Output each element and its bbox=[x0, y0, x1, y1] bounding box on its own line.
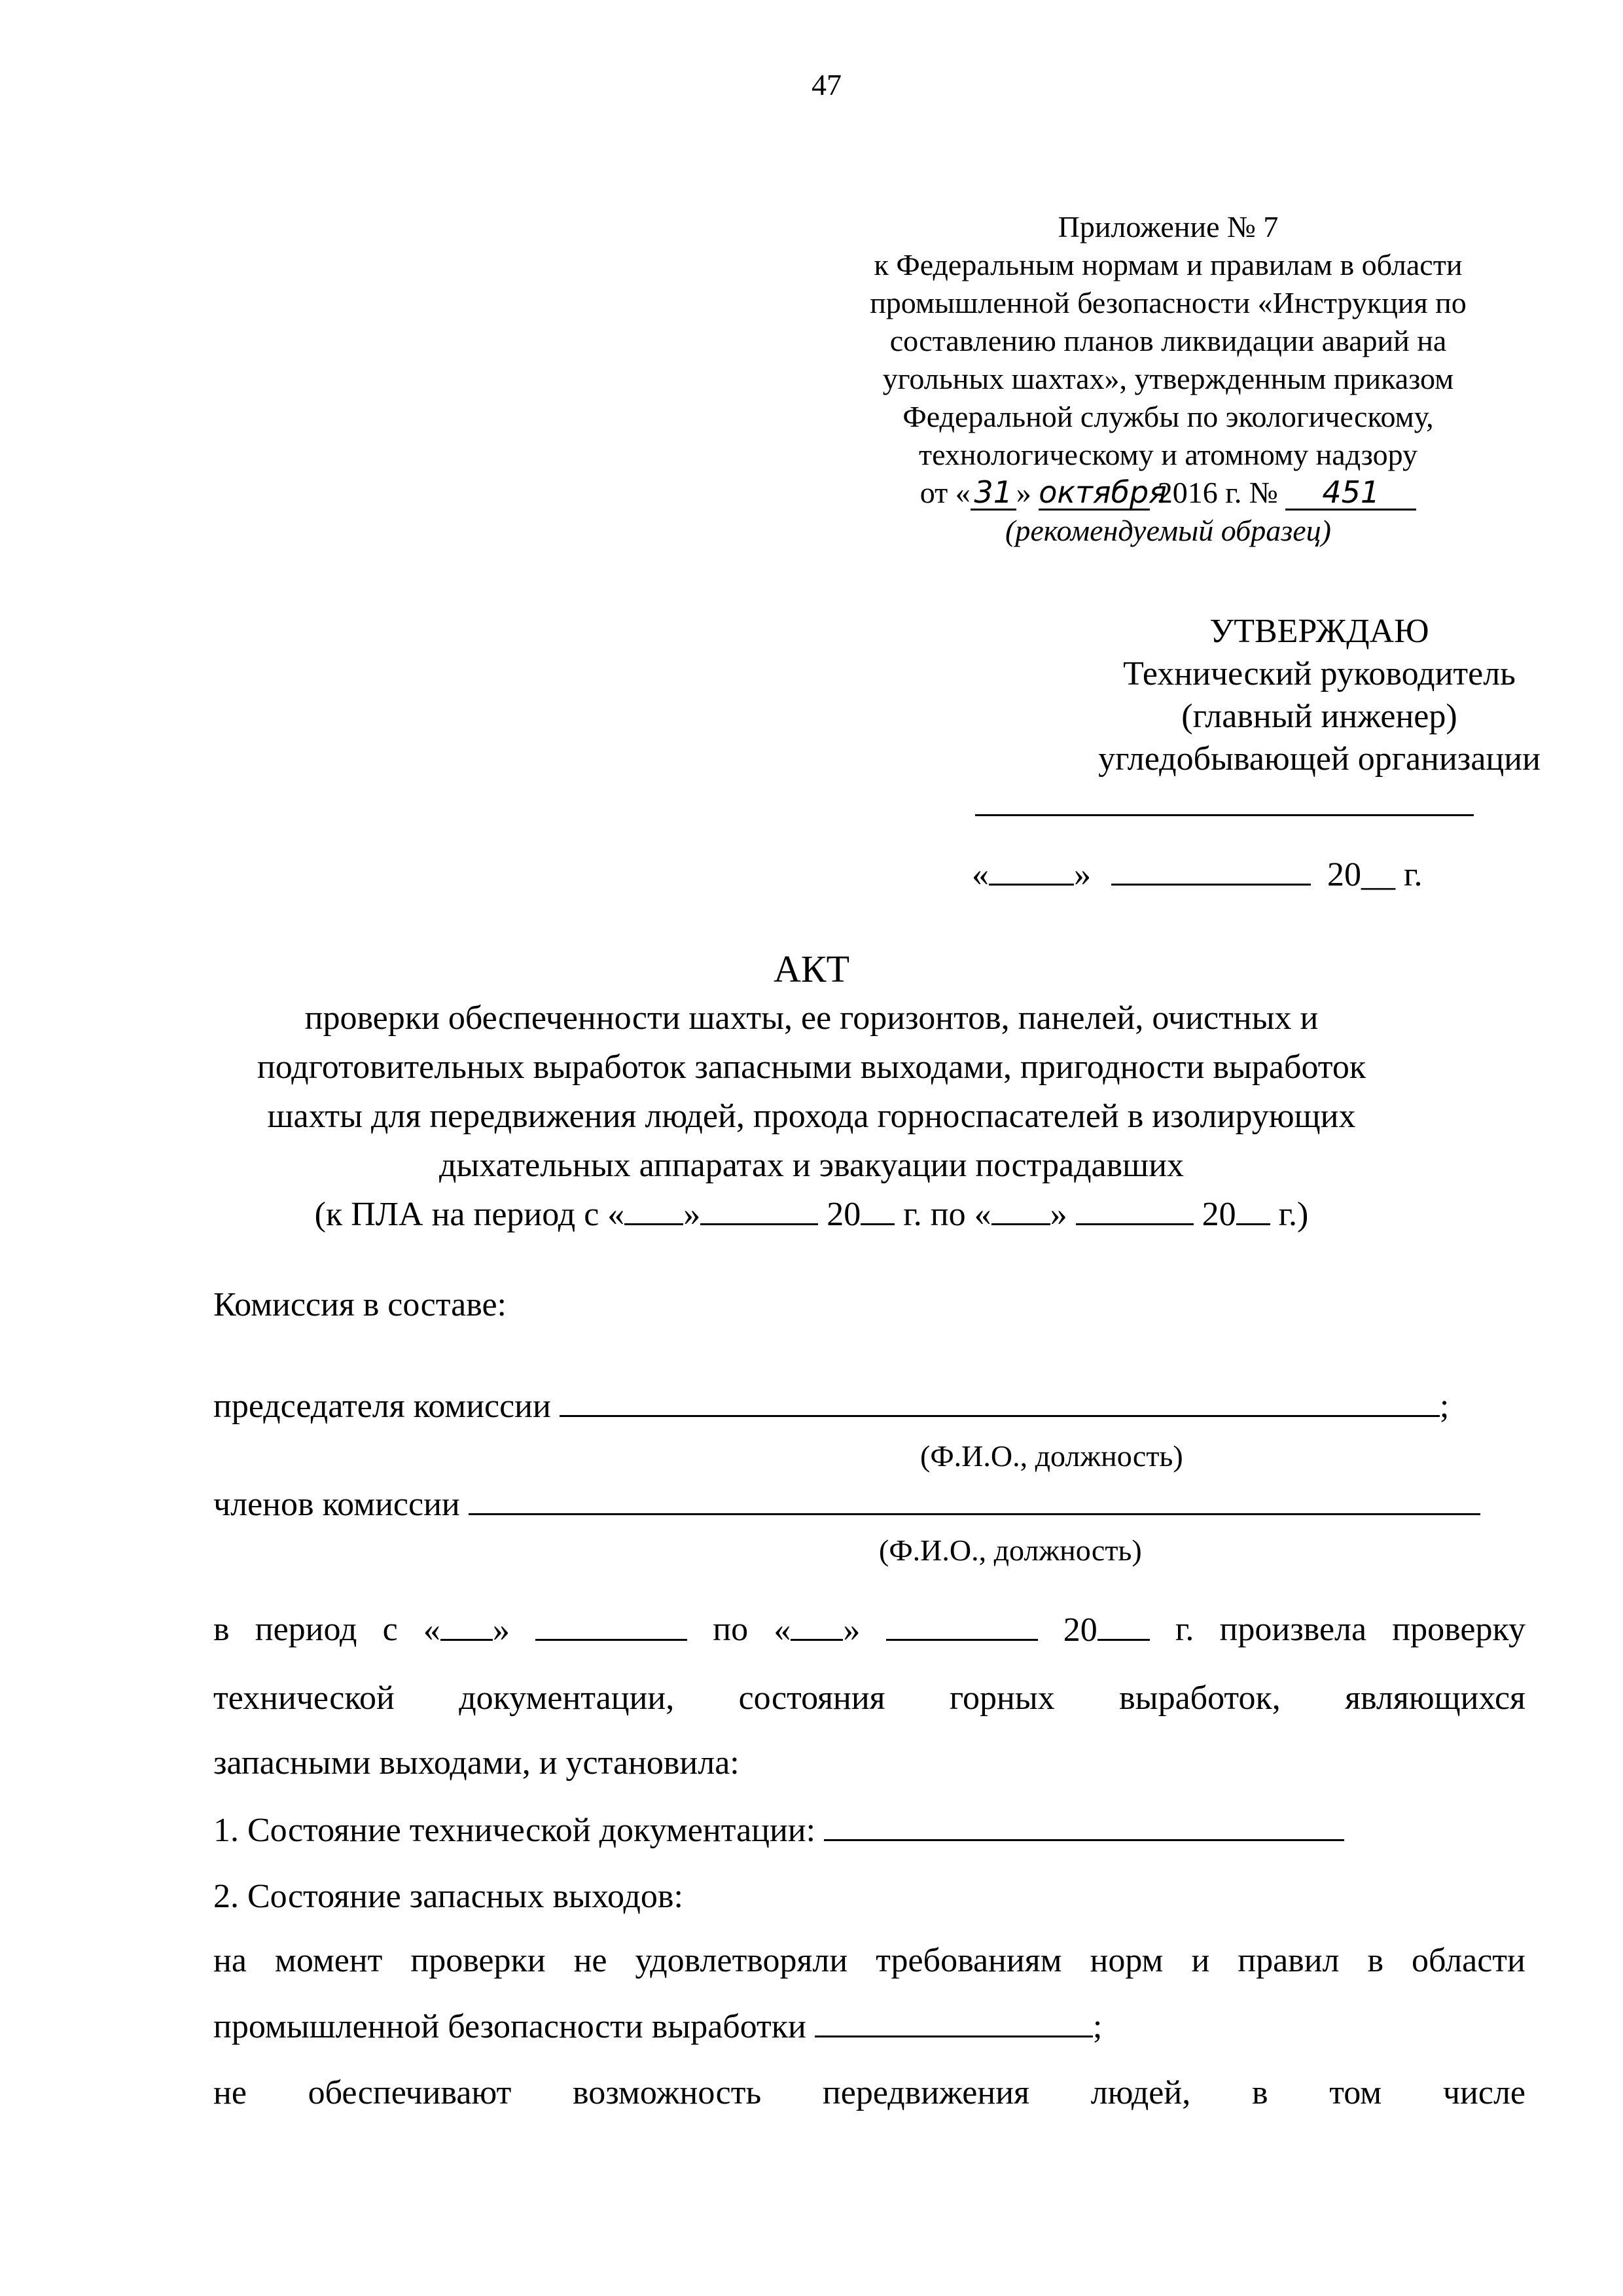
blank bbox=[535, 1610, 687, 1641]
blank bbox=[861, 1194, 895, 1225]
blank bbox=[1097, 1610, 1150, 1641]
act-title-block bbox=[0, 944, 1623, 1239]
chairman-line bbox=[213, 1386, 1449, 1426]
word: и bbox=[1191, 1942, 1210, 1979]
word: обеспечивают bbox=[308, 2074, 512, 2111]
blank bbox=[624, 1194, 683, 1225]
date-prefix: от « bbox=[919, 476, 971, 509]
item-1-line bbox=[213, 1810, 1344, 1850]
blank bbox=[700, 1194, 818, 1225]
word: документации, bbox=[459, 1679, 675, 1717]
word: состояния bbox=[738, 1679, 885, 1717]
word: 20 bbox=[1063, 1611, 1097, 1649]
chairman-blank bbox=[560, 1386, 1440, 1417]
signature-line bbox=[975, 814, 1474, 816]
approval-line: Технический руководитель bbox=[1123, 655, 1516, 692]
word: в bbox=[1367, 1942, 1384, 1979]
act-subtitle-line: дыхательных аппаратах и эвакуации пострадавших bbox=[438, 1147, 1185, 1184]
word: » bbox=[843, 1611, 861, 1649]
semicolon: ; bbox=[1092, 2008, 1103, 2045]
word: в bbox=[213, 1611, 230, 1648]
handwritten-day: 31 bbox=[971, 476, 1016, 511]
word: являющихся bbox=[1345, 1679, 1525, 1717]
findings-line-3: запасными выходами, и установила: bbox=[213, 1744, 740, 1782]
period-text: 20 bbox=[1202, 1196, 1236, 1233]
blank bbox=[886, 1610, 1038, 1641]
word: выработок, bbox=[1119, 1679, 1281, 1717]
semicolon: ; bbox=[1439, 1388, 1450, 1425]
members-blank bbox=[469, 1484, 1480, 1515]
findings-line-8 bbox=[213, 2073, 1525, 2112]
word: том bbox=[1329, 2074, 1382, 2111]
period-text: » bbox=[683, 1196, 701, 1233]
handwritten-month: октября bbox=[1039, 475, 1167, 510]
word: технической bbox=[213, 1679, 395, 1717]
act-subtitle-line: шахты для передвижения людей, прохода горноспасателей в изолирующих bbox=[267, 1098, 1356, 1135]
findings-line-6 bbox=[213, 1941, 1525, 1980]
act-period-line bbox=[0, 1190, 1623, 1239]
blank bbox=[991, 1194, 1050, 1225]
approval-line: угледобывающей организации bbox=[1098, 740, 1541, 778]
act-title: АКТ bbox=[774, 948, 849, 990]
members-line bbox=[213, 1484, 1480, 1524]
approval-date-line bbox=[972, 855, 1422, 894]
date-year: 2016 г. № bbox=[1157, 476, 1278, 509]
word: не bbox=[573, 1942, 607, 1979]
item-2-line: 2. Состояние запасных выходов: bbox=[213, 1878, 683, 1915]
approval-line: (главный инженер) bbox=[1181, 698, 1457, 735]
word: в bbox=[1251, 2074, 1268, 2111]
word: произвела bbox=[1219, 1611, 1367, 1648]
period-text: 20 bbox=[827, 1196, 861, 1233]
findings-line-7 bbox=[213, 2007, 1102, 2046]
blank bbox=[1076, 1194, 1194, 1225]
word: горных bbox=[949, 1679, 1055, 1717]
word: » bbox=[492, 1611, 510, 1649]
chairman-fio-note: (Ф.И.О., должность) bbox=[920, 1439, 1183, 1473]
members-label: членов комиссии bbox=[213, 1486, 460, 1523]
blank bbox=[791, 1610, 843, 1641]
appendix-line: технологическому и атомному надзору bbox=[919, 438, 1418, 471]
appendix-line: составлению планов ликвидации аварий на bbox=[889, 324, 1447, 357]
quote-close: » bbox=[1074, 856, 1091, 893]
approval-heading: УТВЕРЖДАЮ bbox=[1209, 613, 1429, 650]
word: удовлетворяли bbox=[635, 1942, 848, 1979]
word: передвижения bbox=[822, 2074, 1029, 2111]
line-7-blank bbox=[815, 2007, 1093, 2037]
line-7-text: промышленной безопасности выработки bbox=[213, 2008, 806, 2045]
approval-block bbox=[959, 610, 1623, 780]
members-fio-note: (Ф.И.О., должность) bbox=[879, 1534, 1142, 1567]
word: не bbox=[213, 2074, 247, 2111]
word: числе bbox=[1442, 2074, 1525, 2111]
blank bbox=[1236, 1194, 1270, 1225]
date-sep: » bbox=[1016, 476, 1031, 509]
appendix-line: Федеральной службы по экологическому, bbox=[902, 400, 1434, 433]
word: на bbox=[213, 1942, 247, 1979]
word: период bbox=[255, 1611, 357, 1648]
blank-day bbox=[989, 855, 1074, 886]
commission-heading: Комиссия в составе: bbox=[213, 1286, 507, 1323]
item-1-text: 1. Состояние технической документации: bbox=[213, 1812, 816, 1849]
period-text: » bbox=[1050, 1196, 1067, 1233]
period-text: (к ПЛА на период с « bbox=[314, 1196, 625, 1233]
act-subtitle-line: подготовительных выработок запасными выходами, пригодности выработок bbox=[257, 1049, 1366, 1086]
appendix-line: к Федеральным нормам и правилам в области bbox=[874, 248, 1463, 281]
appendix-block bbox=[831, 208, 1505, 550]
appendix-line: промышленной безопасности «Инструкция по bbox=[870, 286, 1467, 319]
item-1-blank bbox=[824, 1810, 1344, 1841]
act-subtitle-line: проверки обеспеченности шахты, ее горизонтов, панелей, очистных и bbox=[304, 999, 1319, 1037]
word: возможность bbox=[573, 2074, 762, 2111]
order-date-line bbox=[831, 474, 1505, 512]
word: г. bbox=[1175, 1611, 1194, 1648]
blank-month bbox=[1111, 855, 1311, 886]
word: людей, bbox=[1090, 2074, 1191, 2111]
period-text: г.) bbox=[1278, 1196, 1309, 1233]
quote-open: « bbox=[972, 856, 989, 893]
word: проверки bbox=[410, 1942, 546, 1979]
word: норм bbox=[1090, 1942, 1164, 1979]
word: « bbox=[423, 1611, 440, 1649]
blank bbox=[440, 1610, 493, 1641]
findings-line-1 bbox=[213, 1610, 1525, 1649]
appendix-line: угольных шахтах», утвержденным приказом bbox=[882, 362, 1454, 395]
word: по bbox=[713, 1611, 749, 1648]
word: правил bbox=[1238, 1942, 1340, 1979]
findings-line-2 bbox=[213, 1679, 1525, 1717]
word: проверку bbox=[1392, 1611, 1525, 1648]
word: области bbox=[1412, 1942, 1525, 1979]
chairman-label: председателя комиссии bbox=[213, 1388, 551, 1425]
page-number: 47 bbox=[812, 68, 842, 101]
handwritten-order-number: 451 bbox=[1285, 476, 1416, 511]
period-text: г. по « bbox=[903, 1196, 991, 1233]
appendix-line: Приложение № 7 bbox=[1058, 210, 1279, 243]
word: « bbox=[774, 1611, 791, 1649]
word: требованиям bbox=[876, 1942, 1062, 1979]
approval-year: 20__ г. bbox=[1327, 856, 1423, 893]
recommended-sample-note: (рекомендуемый образец) bbox=[1005, 514, 1331, 547]
word: момент bbox=[274, 1942, 383, 1979]
word: с bbox=[382, 1611, 398, 1648]
